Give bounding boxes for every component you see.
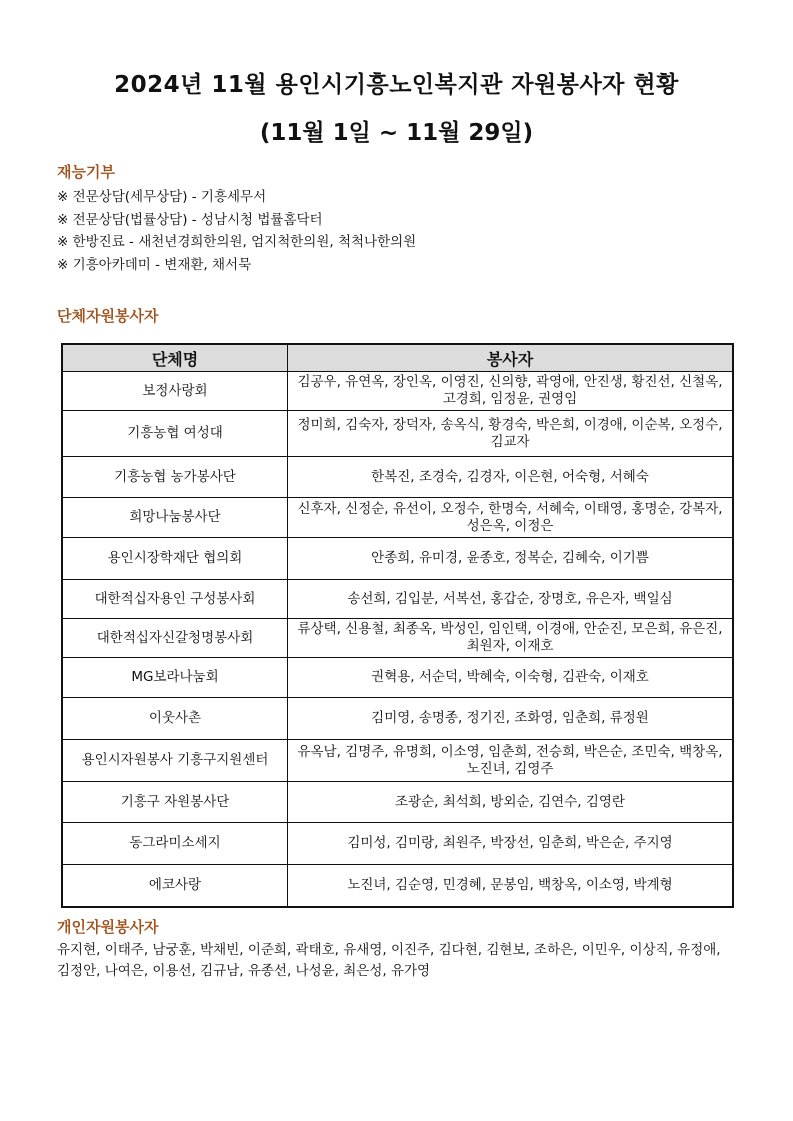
group-name-cell: 동그라미소세지 <box>62 823 288 865</box>
table-row <box>62 740 733 782</box>
document-title: 2024년 11월 용인시기흥노인복지관 자원봉사자 현황 <box>114 72 679 98</box>
members-cell: 송선희, 김입분, 서복선, 홍갑순, 장명호, 유은자, 백일심 <box>288 580 734 619</box>
talent-donation-heading: 재능기부 <box>57 163 115 181</box>
group-volunteers-heading: 단체자원봉사자 <box>57 307 159 325</box>
members-cell: 김미성, 김미랑, 최원주, 박장선, 임춘희, 박은순, 주지영 <box>288 823 734 865</box>
group-name-cell: 용인시자원봉사 기흥구지원센터 <box>62 740 288 782</box>
individual-volunteers-heading: 개인자원봉사자 <box>57 918 159 936</box>
table-row <box>62 823 733 865</box>
members-cell: 조광순, 최석희, 방외순, 김연수, 김영란 <box>288 782 734 823</box>
members-cell: 안종희, 유미경, 윤종호, 정복순, 김혜숙, 이기쁨 <box>288 538 734 580</box>
group-name-cell: 기흥농협 여성대 <box>62 411 288 457</box>
members-cell: 권혁용, 서순덕, 박혜숙, 이숙형, 김관숙, 이재호 <box>288 658 734 698</box>
table-row <box>62 619 733 658</box>
table-header-row <box>62 344 733 372</box>
table-row <box>62 580 733 619</box>
table-row <box>62 411 733 457</box>
table-row <box>62 538 733 580</box>
column-header-volunteers: 봉사자 <box>288 344 734 372</box>
talent-item: ※ 전문상담(법률상담) - 성남시청 법률홈닥터 <box>57 211 323 228</box>
group-name-cell: 희망나눔봉사단 <box>62 498 288 538</box>
talent-item: ※ 한방진료 - 새천년경희한의원, 엄지척한의원, 척척나한의원 <box>57 234 417 250</box>
table-row <box>62 698 733 740</box>
table-row <box>62 865 733 907</box>
table-row <box>62 498 733 538</box>
group-name-cell: 용인시장학재단 협의회 <box>62 538 288 580</box>
document-period: (11월 1일 ~ 11월 29일) <box>259 120 534 146</box>
members-cell: 김공우, 유연옥, 장인옥, 이영진, 신의향, 곽영애, 안진생, 황진선, 신철옥, 고경희, 임정윤, 권영임 <box>288 372 734 411</box>
individual-volunteers-list: 유지현, 이태주, 남궁훈, 박채빈, 이준희, 곽태호, 유새영, 이진주, 김다현, 김현보, 조하은, 이민우, 이상직, 유정애, 김정안, 나여은, 이용선, 김규남, 유종선, 나성윤, 최은성, 유가영 <box>57 942 721 979</box>
table-row <box>62 372 733 411</box>
members-cell: 정미희, 김숙자, 장덕자, 송옥식, 황경숙, 박은희, 이경애, 이순복, 오정수, 김교자 <box>288 411 734 457</box>
table-row <box>62 782 733 823</box>
group-name-cell: 기흥농협 농가봉사단 <box>62 457 288 498</box>
group-name-cell: 기흥구 자원봉사단 <box>62 782 288 823</box>
members-cell: 김미영, 송명종, 정기진, 조화영, 임춘희, 류정원 <box>288 698 734 740</box>
group-name-cell: 보정사랑회 <box>62 372 288 411</box>
members-cell: 유옥남, 김명주, 유명희, 이소영, 임춘희, 전승희, 박은순, 조민숙, 백창옥, 노진녀, 김영주 <box>288 740 734 782</box>
members-cell: 류상택, 신용철, 최종옥, 박성인, 임인택, 이경애, 안순진, 모은희, 유은진, 최원자, 이재호 <box>288 619 734 658</box>
talent-donation-list <box>57 186 416 276</box>
column-header-group: 단체명 <box>62 344 288 372</box>
group-name-cell: MG보라나눔회 <box>62 658 288 698</box>
members-cell: 한복진, 조경숙, 김경자, 이은현, 어숙형, 서혜숙 <box>288 457 734 498</box>
talent-item: ※ 전문상담(세무상담) - 기흥세무서 <box>57 189 267 205</box>
group-volunteers-table <box>61 343 734 908</box>
group-name-cell: 에코사랑 <box>62 865 288 907</box>
members-cell: 신후자, 신정순, 유선이, 오정수, 한명숙, 서혜숙, 이태영, 홍명순, 강복자, 성은옥, 이정은 <box>288 498 734 538</box>
group-name-cell: 이웃사촌 <box>62 698 288 740</box>
table-row <box>62 658 733 698</box>
table-row <box>62 457 733 498</box>
group-name-cell: 대한적십자용인 구성봉사회 <box>62 580 288 619</box>
talent-item: ※ 기흥아카데미 - 변재환, 채서묵 <box>57 256 252 273</box>
members-cell: 노진녀, 김순영, 민경혜, 문봉임, 백창옥, 이소영, 박계형 <box>288 865 734 907</box>
group-name-cell: 대한적십자신갈청명봉사회 <box>62 619 288 658</box>
